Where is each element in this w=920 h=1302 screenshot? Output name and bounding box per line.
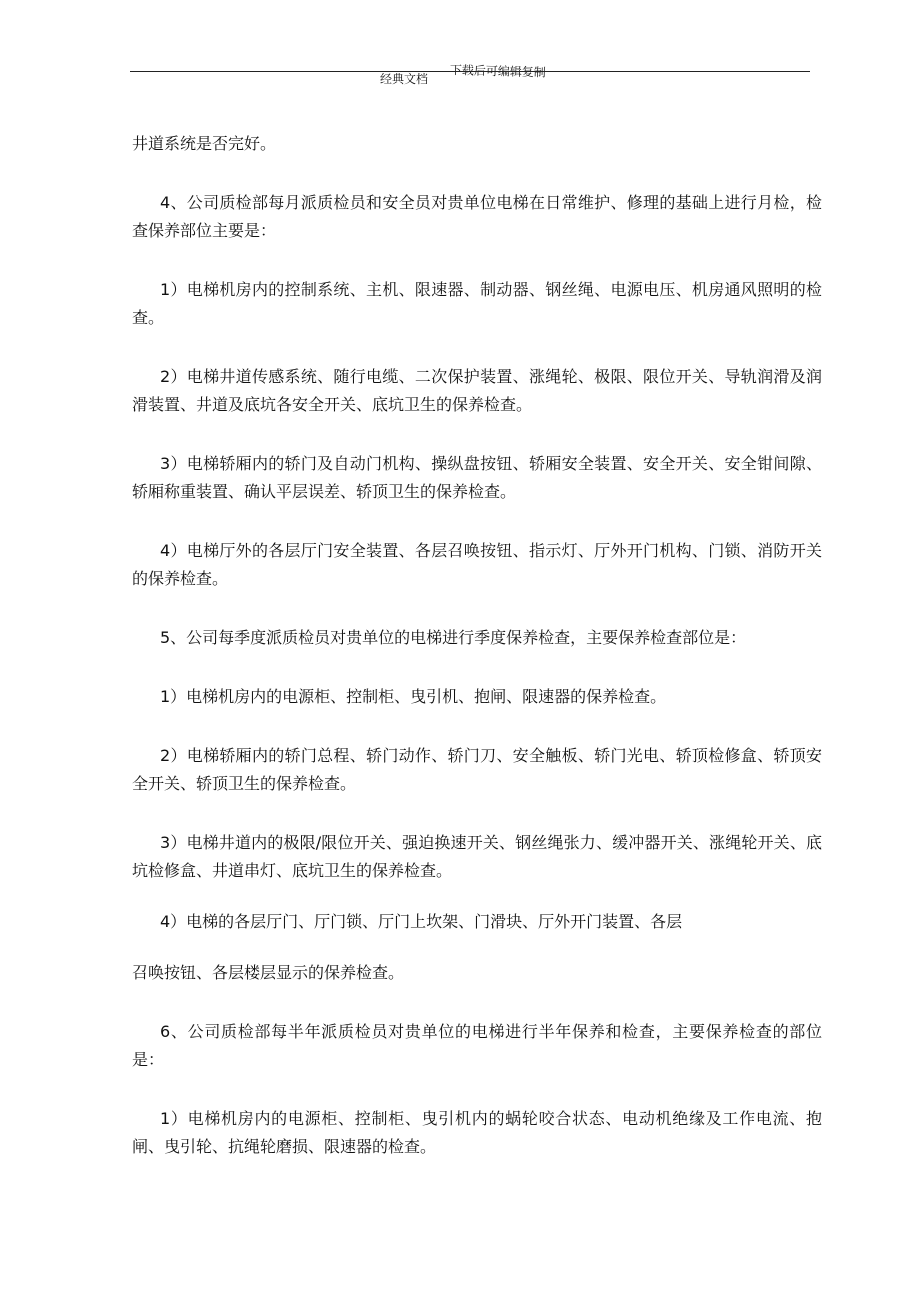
paragraph-monthly-item-2: 2）电梯井道传感系统、随行电缆、二次保护装置、涨绳轮、极限、限位开关、导轨润滑及润滑装置、井道及底坑各安全开关、底坑卫生的保养检查。: [132, 367, 822, 414]
paragraph-shaft-system: 井道系统是否完好。: [132, 134, 277, 153]
paragraph-monthly-item-1: 1）电梯机房内的控制系统、主机、限速器、制动器、钢丝绳、电源电压、机房通风照明的检查。: [132, 280, 822, 327]
paragraph-quarterly-item-4: 4）电梯的各层厅门、厅门锁、厅门上坎架、门滑块、厅外开门装置、各层: [160, 912, 683, 931]
paragraph-monthly-item-4: 4）电梯厅外的各层厅门安全装置、各层召唤按钮、指示灯、厅外开门机构、门锁、消防开关的保养检查。: [132, 541, 822, 588]
paragraph-semiannual-inspection: 6、公司质检部每半年派质检员对贵单位的电梯进行半年保养和检查，主要保养检查的部位是：: [132, 1022, 822, 1069]
paragraph-quarterly-item-1: 1）电梯机房内的电源柜、控制柜、曳引机、抱闸、限速器的保养检查。: [160, 687, 667, 706]
paragraph-monthly-item-3: 3）电梯轿厢内的轿门及自动门机构、操纵盘按钮、轿厢安全装置、安全开关、安全钳间隙、轿厢称重装置、确认平层误差、轿顶卫生的保养检查。: [132, 454, 822, 501]
paragraph-quarterly-item-3: 3）电梯井道内的极限/限位开关、强迫换速开关、钢丝绳张力、缓冲器开关、涨绳轮开关、底坑检修盒、井道串灯、底坑卫生的保养检查。: [132, 833, 822, 880]
paragraph-quarterly-inspection: 5、公司每季度派质检员对贵单位的电梯进行季度保养检查，主要保养检查部位是：: [160, 628, 747, 647]
paragraph-monthly-inspection: 4、公司质检部每月派质检员和安全员对贵单位电梯在日常维护、修理的基础上进行月检，检查保养部位主要是：: [132, 193, 822, 240]
paragraph-semiannual-item-1: 1）电梯机房内的电源柜、控制柜、曳引机内的蜗轮咬合状态、电动机绝缘及工作电流、抱闸、曳引轮、抗绳轮磨损、限速器的检查。: [132, 1109, 822, 1156]
header-right-label: 下载后可编辑复制: [449, 63, 546, 80]
header-left-label: 经典文档: [380, 72, 429, 86]
document-body: [132, 130, 822, 1192]
paragraph-quarterly-item-2: 2）电梯轿厢内的轿门总程、轿门动作、轿门刀、安全触板、轿门光电、轿顶检修盒、轿顶安全开关、轿顶卫生的保养检查。: [132, 746, 822, 793]
paragraph-quarterly-item-4-continued: 召唤按钮、各层楼层显示的保养检查。: [132, 963, 405, 982]
header-divider: [130, 71, 810, 72]
